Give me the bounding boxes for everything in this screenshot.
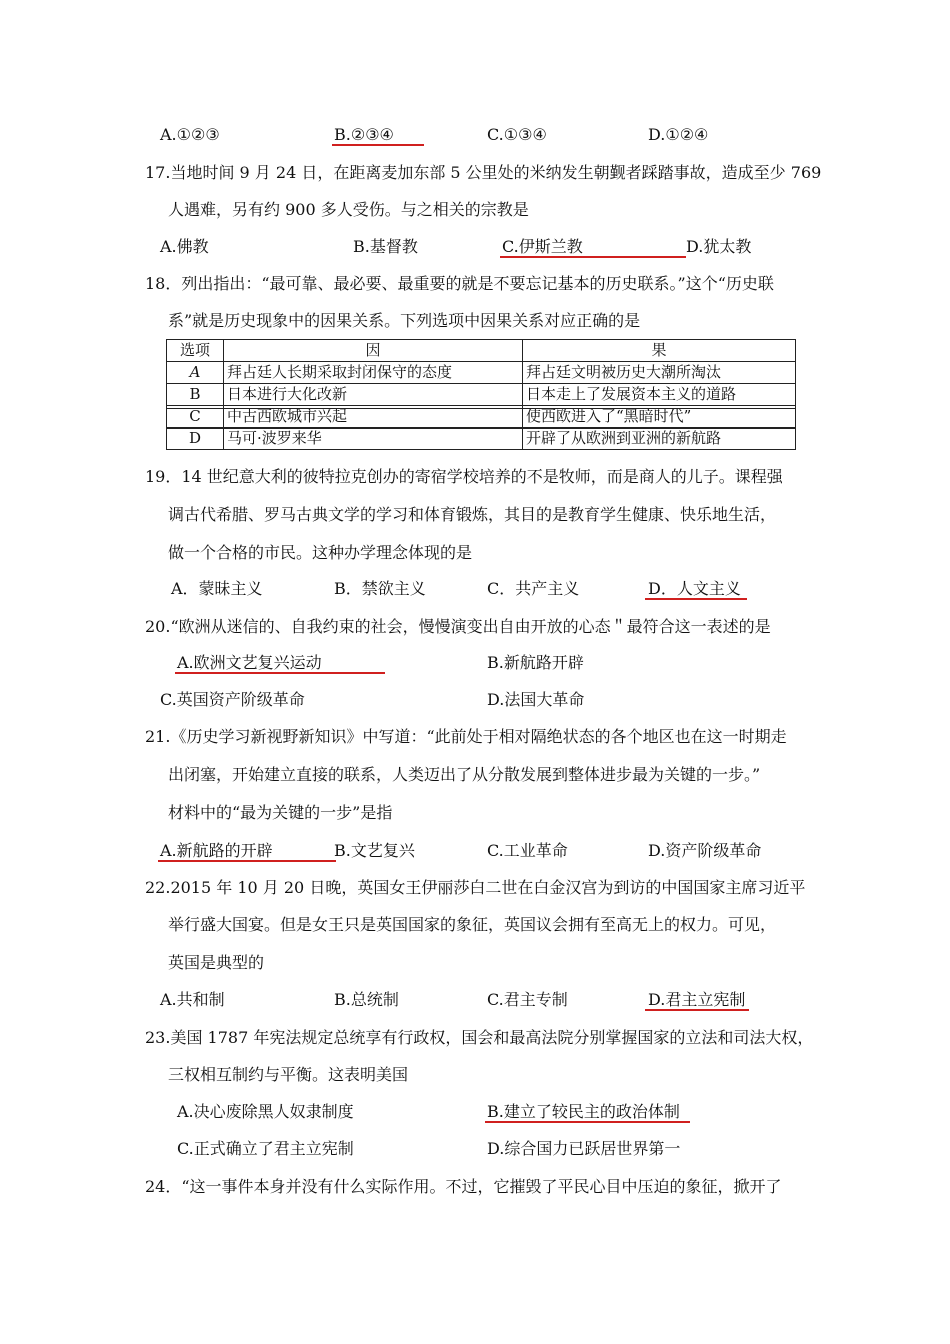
q23-option-a: A.决心废除黑人奴隶制度 <box>177 1102 354 1121</box>
answer-underline <box>645 598 747 600</box>
q17-option-b: B.基督教 <box>353 237 418 256</box>
q23-option-c: C.正式确立了君主立宪制 <box>177 1139 354 1158</box>
table-row <box>167 428 796 450</box>
answer-underline <box>485 1121 690 1123</box>
answer-underline <box>645 1009 749 1011</box>
table-header-cause: 因 <box>224 340 523 362</box>
q18-stem-line2: 系”就是历史现象中的因果关系。下列选项中因果关系对应正确的是 <box>168 311 641 330</box>
q22-option-b: B.总统制 <box>334 990 399 1009</box>
answer-underline <box>500 256 686 258</box>
q23-stem-line1: 23.美国 1787 年宪法规定总统享有行政权，国会和最高法院分别掌握国家的立法和司法大权， <box>145 1028 814 1047</box>
strike-line <box>166 408 796 409</box>
q23-option-b: B.建立了较民主的政治体制 <box>487 1102 680 1121</box>
table-header-option: 选项 <box>167 340 224 362</box>
answer-underline <box>332 144 424 146</box>
table-row <box>167 384 796 406</box>
q20-option-d: D.法国大革命 <box>487 690 585 709</box>
q22-stem-line2: 举行盛大国宴。但是女王只是英国国家的象征，英国议会拥有至高无上的权力。可见， <box>168 915 777 934</box>
q19-option-c: C．共产主义 <box>487 579 580 598</box>
table-header-effect: 果 <box>523 340 796 362</box>
table-cell-option: C <box>167 406 224 428</box>
q20-option-c: C.英国资产阶级革命 <box>160 690 305 709</box>
table-cell-effect: 开辟了从欧洲到亚洲的新航路 <box>523 428 796 450</box>
q16-option-d: D.①②④ <box>648 125 709 144</box>
q22-stem-line1: 22.2015 年 10 月 20 日晚，英国女王伊丽莎白二世在白金汉宫为到访的中国国家主席习近平 <box>145 878 806 897</box>
q24-stem-line1: 24．“这一事件本身并没有什么实际作用。不过，它摧毁了平民心目中压迫的象征，掀开了 <box>145 1177 782 1196</box>
q22-stem-line3: 英国是典型的 <box>168 953 265 972</box>
q19-stem-line1: 19．14 世纪意大利的彼特拉克创办的寄宿学校培养的不是牧师，而是商人的儿子。课程强 <box>145 467 783 486</box>
table-cell-cause: 马可·波罗来华 <box>224 428 523 450</box>
q21-stem-line3: 材料中的“最为关键的一步”是指 <box>168 803 393 822</box>
q18-stem-line1: 18．列出指出：“最可靠、最必要、最重要的就是不要忘记基本的历史联系。”这个“历史联 <box>145 274 774 293</box>
q21-stem-line1: 21.《历史学习新视野新知识》中写道：“此前处于相对隔绝状态的各个地区也在这一时期走 <box>145 727 787 746</box>
q22-option-a: A.共和制 <box>160 990 225 1009</box>
table-cell-cause: 中古西欧城市兴起 <box>224 406 523 428</box>
q20-option-a: A.欧洲文艺复兴运动 <box>177 653 322 672</box>
q22-option-c: C.君主专制 <box>487 990 568 1009</box>
table-row <box>167 362 796 384</box>
q18-cause-effect-table <box>166 339 796 450</box>
table-header-row <box>167 340 796 362</box>
q23-option-d: D.综合国力已跃居世界第一 <box>487 1139 681 1158</box>
q21-option-a: A.新航路的开辟 <box>160 841 273 860</box>
table-cell-option: D <box>167 428 224 450</box>
q17-option-c: C.伊斯兰教 <box>502 237 583 256</box>
q21-option-c: C.工业革命 <box>487 841 568 860</box>
q16-option-a: A.①②③ <box>160 125 220 144</box>
q21-option-b: B.文艺复兴 <box>334 841 415 860</box>
table-cell-cause: 拜占廷人长期采取封闭保守的态度 <box>224 362 523 384</box>
q22-option-d: D.君主立宪制 <box>648 990 746 1009</box>
q19-option-b: B．禁欲主义 <box>334 579 426 598</box>
table-cell-effect: 拜占廷文明被历史大潮所淘汰 <box>523 362 796 384</box>
q16-option-c: C.①③④ <box>487 125 547 144</box>
q19-stem-line2: 调古代希腊、罗马古典文学的学习和体育锻炼，其目的是教育学生健康、快乐地生活， <box>168 505 777 524</box>
q21-option-d: D.资产阶级革命 <box>648 841 762 860</box>
q17-stem-line1: 17.当地时间 9 月 24 日，在距离麦加东部 5 公里处的米纳发生朝觐者踩踏事故，造成至少 769 <box>145 163 822 182</box>
q20-stem-line1: 20.“欧洲从迷信的、自我约束的社会，慢慢演变出自由开放的心态＂最符合这一表述的是 <box>145 617 771 636</box>
q19-option-d: D．人文主义 <box>648 579 741 598</box>
q19-option-a: A．蒙昧主义 <box>171 579 263 598</box>
q21-stem-line2: 出闭塞，开始建立直接的联系，人类迈出了从分散发展到整体进步最为关键的一步。” <box>168 765 761 784</box>
answer-underline <box>175 672 385 674</box>
table-cell-option: B <box>167 384 224 406</box>
q17-stem-line2: 人遇难，另有约 900 多人受伤。与之相关的宗教是 <box>168 200 529 219</box>
strike-line <box>166 428 796 429</box>
q23-stem-line2: 三权相互制约与平衡。这表明美国 <box>168 1065 409 1084</box>
q17-option-d: D.犹太教 <box>686 237 752 256</box>
q19-stem-line3: 做一个合格的市民。这种办学理念体现的是 <box>168 543 473 562</box>
answer-underline <box>158 860 336 862</box>
table-cell-effect: 日本走上了发展资本主义的道路 <box>523 384 796 406</box>
q20-option-b: B.新航路开辟 <box>487 653 584 672</box>
table-cell-effect: 使西欧进入了“黑暗时代” <box>523 406 796 428</box>
table-cell-cause: 日本进行大化改新 <box>224 384 523 406</box>
q17-option-a: A.佛教 <box>160 237 209 256</box>
q16-option-b: B.②③④ <box>334 125 394 144</box>
table-cell-option: A <box>167 362 224 384</box>
strike-line <box>166 383 796 384</box>
